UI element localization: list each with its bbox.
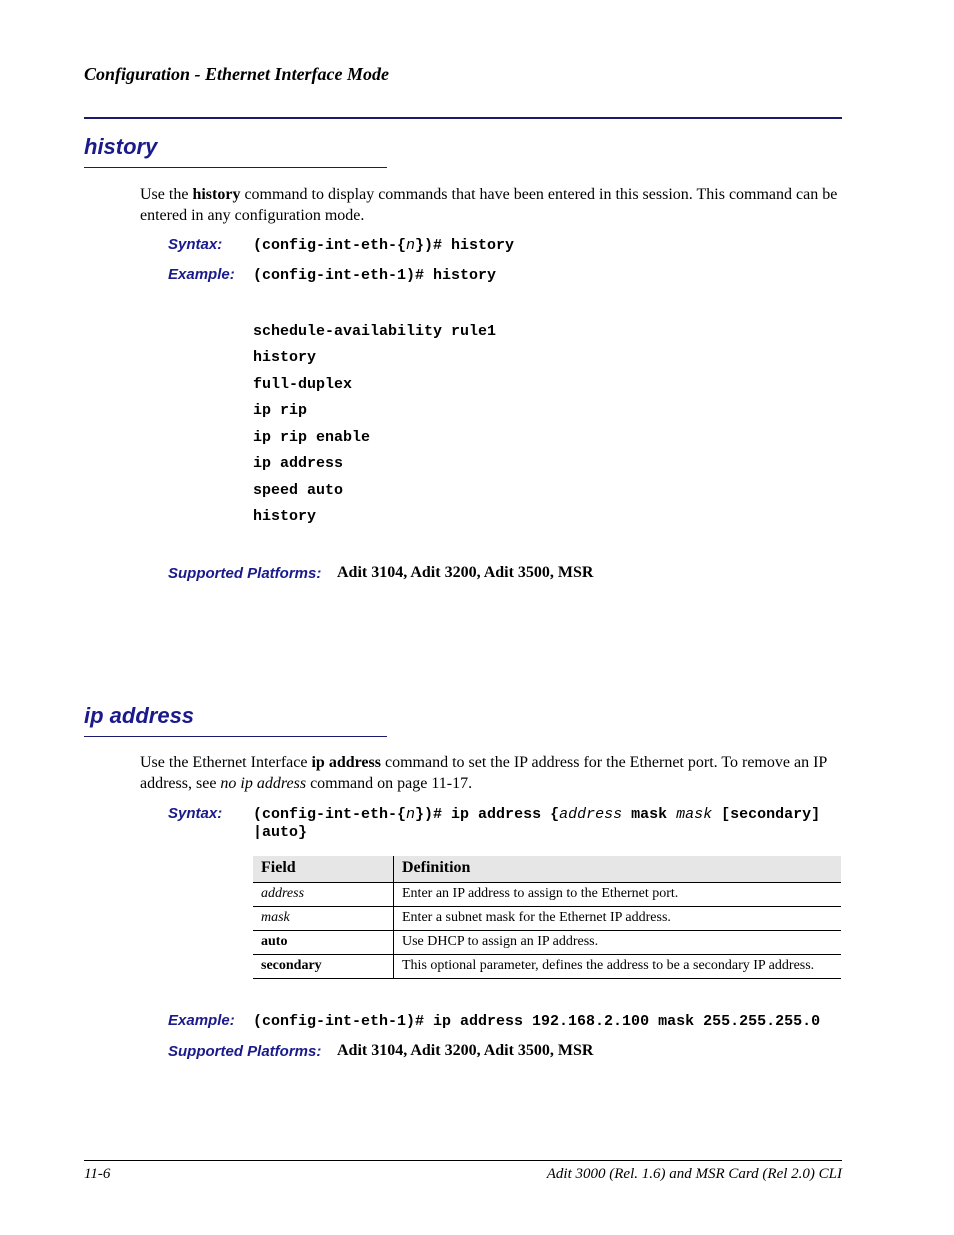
ip-address-platforms: Adit 3104, Adit 3200, Adit 3500, MSR — [337, 1042, 594, 1059]
field-cell: auto — [253, 931, 394, 955]
field-cell: secondary — [253, 955, 394, 979]
parameter-table — [253, 856, 841, 979]
history-example: (config-int-eth-1)# history — [253, 267, 497, 284]
column-header-field: Field — [253, 856, 394, 883]
field-cell: mask — [253, 907, 394, 931]
definition-cell: Enter a subnet mask for the Ethernet IP address. — [394, 907, 842, 931]
history-output-line: full-duplex — [253, 376, 353, 393]
section-rule-history — [84, 167, 387, 168]
history-output-line: history — [253, 349, 317, 366]
document-title: Adit 3000 (Rel. 1.6) and MSR Card (Rel 2.0) CLI — [546, 1166, 842, 1182]
history-output-line: ip address — [253, 455, 344, 472]
history-syntax-label: Syntax: — [168, 236, 223, 253]
ip-address-command-name: ip address — [311, 754, 381, 771]
field-cell: address — [253, 883, 394, 907]
definition-cell: Use DHCP to assign an IP address. — [394, 931, 842, 955]
table-row — [253, 955, 841, 979]
ip-address-example-label: Example: — [168, 1012, 235, 1029]
header-rule — [84, 117, 842, 119]
history-output-line: schedule-availability rule1 — [253, 323, 497, 340]
ip-address-syntax: (config-int-eth-{n})# ip address {address mask mask [secondary] |auto} — [253, 806, 821, 841]
section-title-ip-address: ip address — [84, 703, 195, 728]
definition-cell: Enter an IP address to assign to the Ethernet port. — [394, 883, 842, 907]
history-syntax: (config-int-eth-{n})# history — [253, 237, 515, 254]
table-row — [253, 931, 841, 955]
footer-rule — [84, 1160, 842, 1161]
section-title-history: history — [84, 134, 158, 159]
history-output-line: history — [253, 508, 317, 525]
ip-address-platforms-label: Supported Platforms: — [168, 1043, 322, 1060]
definition-cell: This optional parameter, defines the address to be a secondary IP address. — [394, 955, 842, 979]
table-row — [253, 907, 841, 931]
ip-address-example: (config-int-eth-1)# ip address 192.168.2.100 mask 255.255.255.0 — [253, 1013, 821, 1030]
syntax-variable: n — [406, 237, 416, 254]
history-output-line: speed auto — [253, 482, 344, 499]
ip-address-description: Use the Ethernet Interface ip address command to set the IP address for the Ethernet port. To remove an IP address, see no ip address command on page 11-17. — [140, 754, 827, 792]
ip-address-syntax-label: Syntax: — [168, 805, 223, 822]
column-header-definition: Definition — [394, 856, 842, 883]
history-output-line: ip rip enable — [253, 429, 371, 446]
table-header-row — [253, 856, 841, 883]
running-header: Configuration - Ethernet Interface Mode — [84, 64, 390, 84]
history-output-line: ip rip — [253, 402, 308, 419]
cross-reference: no ip address — [220, 775, 307, 792]
history-platforms-label: Supported Platforms: — [168, 565, 322, 582]
table-row — [253, 883, 841, 907]
history-example-label: Example: — [168, 266, 235, 283]
history-platforms: Adit 3104, Adit 3200, Adit 3500, MSR — [337, 564, 594, 581]
history-description: Use the history command to display commands that have been entered in this session. This command can be entered in any configuration mode. — [140, 186, 838, 224]
page-number: 11-6 — [84, 1166, 111, 1182]
history-command-name: history — [192, 186, 241, 203]
section-rule-ip-address — [84, 736, 387, 737]
